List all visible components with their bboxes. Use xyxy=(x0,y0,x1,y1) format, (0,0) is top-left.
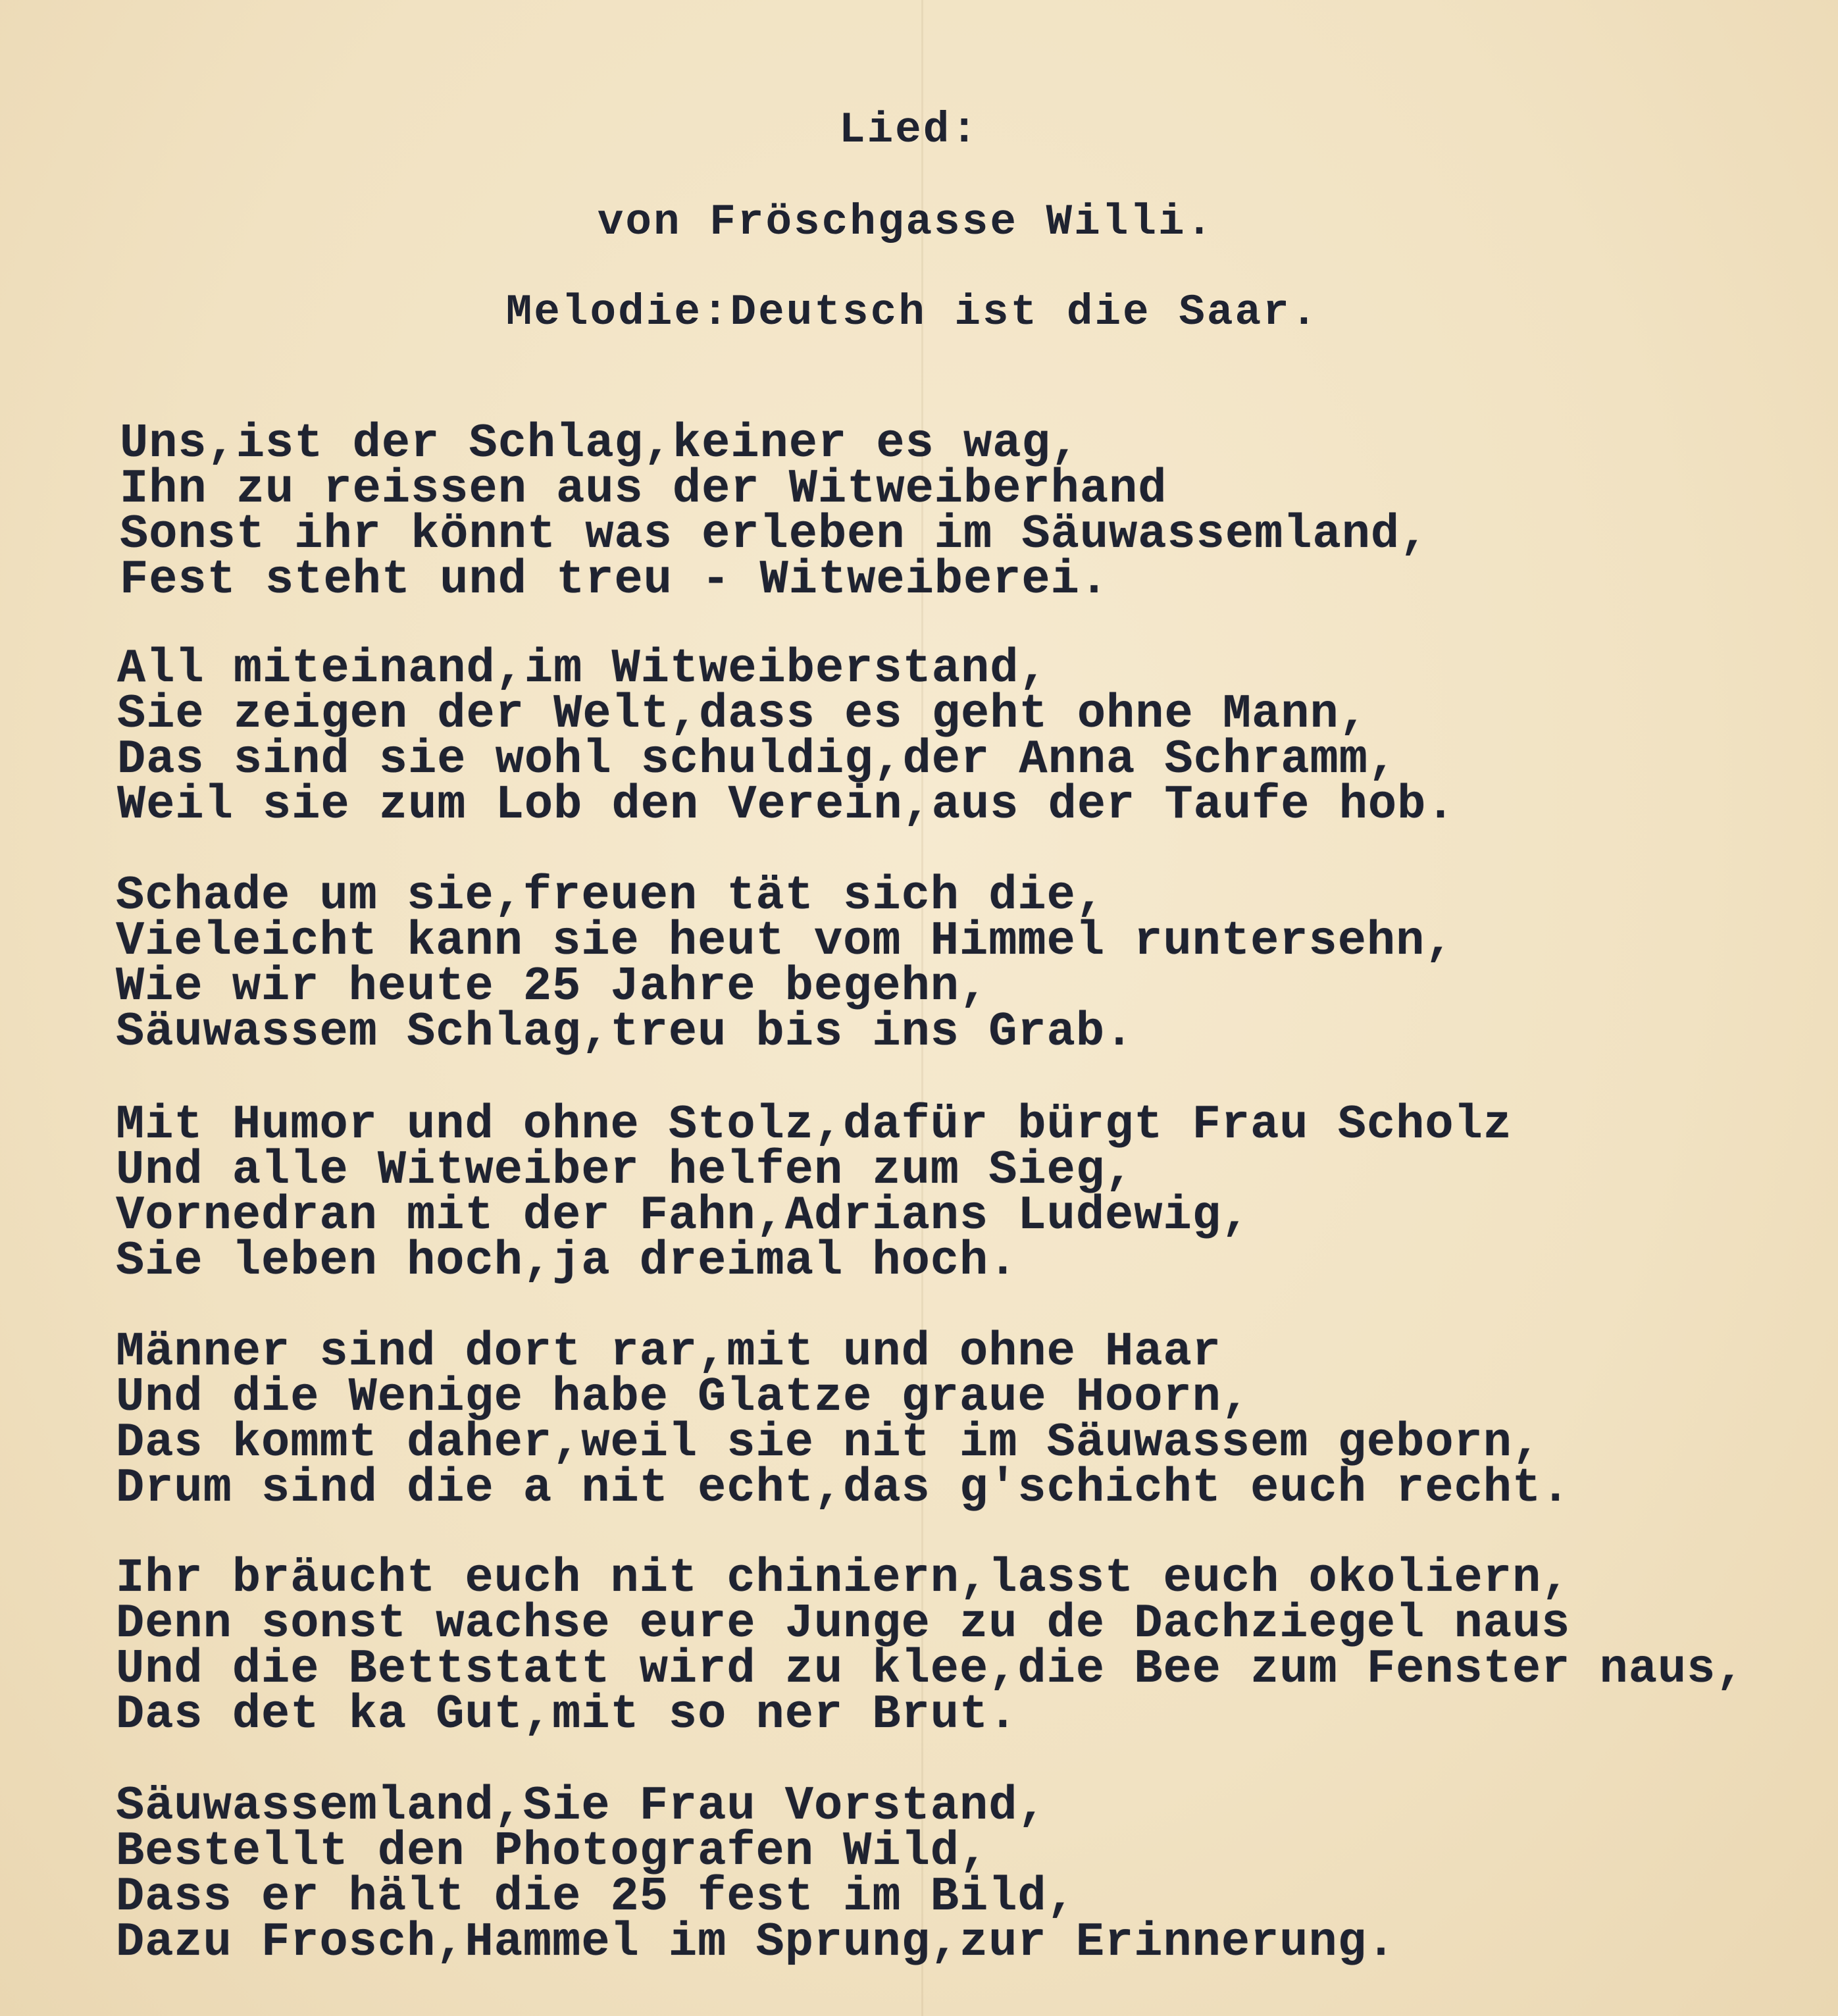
song-author: von Fröschgasse Willi. xyxy=(597,197,1215,247)
verse-line: Sie zeigen der Welt,dass es geht ohne Mann, xyxy=(117,687,1368,741)
verse-line: Sie leben hoch,ja dreimal hoch. xyxy=(116,1234,1018,1288)
song-title: Lied: xyxy=(838,105,980,155)
verse-line: Ihn zu reissen aus der Witweiberhand xyxy=(120,462,1167,516)
stanza-2 xyxy=(117,642,1456,832)
verse-line: Und die Wenige habe Glatze graue Hoorn, xyxy=(116,1370,1251,1424)
verse-line: Dass er hält die 25 fest im Bild, xyxy=(116,1870,1076,1924)
stanza-3 xyxy=(116,869,1454,1059)
verse-line: Fest steht und treu - Witweiberei. xyxy=(120,553,1110,607)
verse-line: Uns,ist der Schlag,keiner es wag, xyxy=(120,417,1080,471)
verse-line: Das det ka Gut,mit so ner Brut. xyxy=(116,1688,1018,1742)
verse-line: Wie wir heute 25 Jahre begehn, xyxy=(116,960,989,1014)
verse-line: Mit Humor und ohne Stolz,dafür bürgt Frau Scholz xyxy=(116,1098,1512,1152)
verse-line: Das sind sie wohl schuldig,der Anna Schramm, xyxy=(117,733,1398,787)
stanza-4 xyxy=(116,1098,1512,1288)
verse-line: Männer sind dort rar,mit und ohne Haar xyxy=(116,1325,1221,1379)
song-melody: Melodie:Deutsch ist die Saar. xyxy=(505,288,1319,337)
verse-line: Vornedran mit der Fahn,Adrians Ludewig, xyxy=(116,1189,1251,1243)
verse-line: Weil sie zum Lob den Verein,aus der Taufe hob. xyxy=(117,778,1456,832)
verse-line: Denn sonst wachse eure Junge zu de Dachziegel naus xyxy=(116,1597,1571,1651)
stanza-7 xyxy=(116,1779,1396,1969)
verse-line: Dazu Frosch,Hammel im Sprung,zur Erinnerung. xyxy=(116,1915,1396,1969)
verse-line: All miteinand,im Witweiberstand, xyxy=(117,642,1048,696)
verse-line: Säuwassem Schlag,treu bis ins Grab. xyxy=(116,1005,1135,1059)
verse-line: Und alle Witweiber helfen zum Sieg, xyxy=(116,1143,1135,1197)
verse-line: Ihr bräucht euch nit chiniern,lasst euch okoliern, xyxy=(116,1551,1571,1605)
verse-line: Und die Bettstatt wird zu klee,die Bee zum Fenster naus, xyxy=(116,1642,1745,1696)
verse-line: Vieleicht kann sie heut vom Himmel runtersehn, xyxy=(116,914,1454,968)
verse-line: Das kommt daher,weil sie nit im Säuwassem geborn, xyxy=(116,1416,1542,1470)
verse-line: Schade um sie,freuen tät sich die, xyxy=(116,869,1106,923)
verse-line: Drum sind die a nit echt,das g'schicht euch recht. xyxy=(116,1461,1571,1515)
stanza-6 xyxy=(116,1551,1745,1742)
verse-line: Säuwassemland,Sie Frau Vorstand, xyxy=(116,1779,1047,1833)
stanza-5 xyxy=(116,1325,1571,1515)
verse-line: Sonst ihr könnt was erleben im Säuwassemland, xyxy=(120,507,1429,561)
verse-line: Bestellt den Photografen Wild, xyxy=(116,1824,989,1878)
stanza-1 xyxy=(120,417,1429,607)
